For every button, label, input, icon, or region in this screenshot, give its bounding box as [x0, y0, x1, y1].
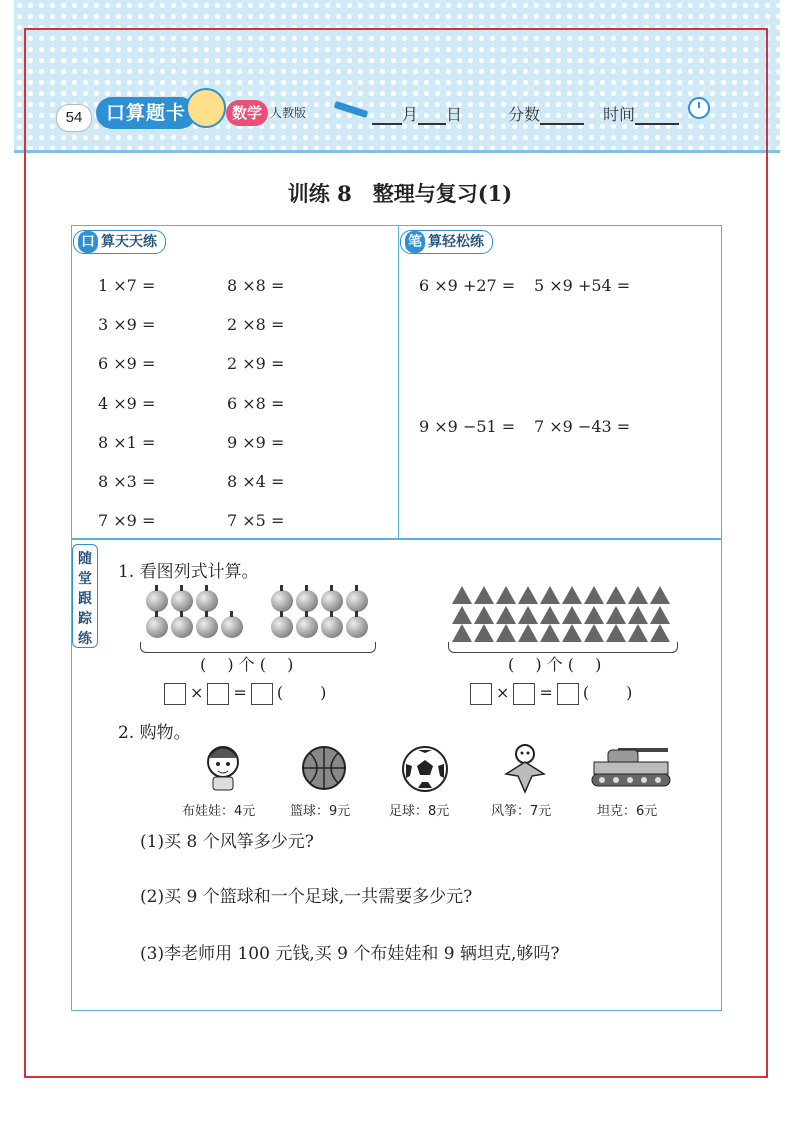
kite-icon: [500, 740, 550, 796]
formula-row: [466, 680, 632, 705]
oral-item: 4 ×9 =: [98, 394, 156, 413]
apple-icon: [171, 590, 193, 612]
score-field: [508, 102, 584, 125]
edition-label: 人教版: [270, 106, 307, 120]
oral-item: 8 ×8 =: [227, 276, 285, 295]
triangle-icon: [496, 624, 516, 642]
score-blank: [540, 123, 584, 125]
triangle-icon: [452, 606, 472, 624]
triangle-icon: [584, 586, 604, 604]
day-label: 日: [446, 105, 463, 124]
time-blank: [635, 123, 679, 125]
price-label: 布娃娃：4元: [182, 804, 256, 819]
times-sign: ×: [496, 683, 510, 702]
football-icon: [400, 744, 450, 794]
apple-icon: [146, 590, 168, 612]
clock-icon: [688, 97, 710, 119]
triangle-icon: [562, 586, 582, 604]
subquestion-3: (3)李老师用 100 元钱,买 9 个布娃娃和 9 辆坦克,够吗?: [140, 944, 560, 964]
brand-logo: 口算题卡: [96, 97, 196, 129]
oral-item: 6 ×8 =: [227, 394, 285, 413]
page-number: 54: [56, 104, 92, 132]
answer-box[interactable]: [251, 683, 273, 705]
written-item: 6 ×9 +27 =: [419, 276, 516, 295]
triangle-icon: [540, 624, 560, 642]
oral-item: 7 ×9 =: [98, 511, 156, 530]
triangle-icon: [474, 624, 494, 642]
apple-icon: [321, 590, 343, 612]
written-tag-text: 算轻松练: [428, 234, 484, 250]
triangle-icon: [496, 606, 516, 624]
triangle-icon: [628, 624, 648, 642]
triangle-icon: [562, 606, 582, 624]
oral-tag-pill: 口: [78, 231, 98, 253]
written-item: 7 ×9 −43 =: [534, 417, 631, 436]
triangle-icon: [606, 606, 626, 624]
triangle-icon: [452, 624, 472, 642]
written-item: 9 ×9 −51 =: [419, 417, 516, 436]
doll-icon: [200, 742, 246, 792]
subject-badge: 数学: [226, 100, 268, 126]
tag-char: 堂: [78, 571, 92, 587]
tag-char: 跟: [78, 591, 92, 607]
equals-sign: =: [233, 683, 247, 702]
written-tag-pill: 笔: [405, 231, 425, 253]
apple-icon: [146, 616, 168, 638]
triangle-icon: [650, 624, 670, 642]
unit-blank: ( ): [276, 683, 327, 702]
oral-item: 8 ×1 =: [98, 433, 156, 452]
month-label: 月: [402, 105, 419, 124]
oral-item: 8 ×3 =: [98, 472, 156, 491]
triangle-icon: [628, 606, 648, 624]
triangle-icon: [606, 624, 626, 642]
apple-icon: [171, 616, 193, 638]
month-blank: [372, 123, 402, 125]
oral-item: 7 ×5 =: [227, 511, 285, 530]
apple-icon: [296, 590, 318, 612]
tank-icon: [588, 742, 674, 790]
date-field: [372, 102, 462, 125]
times-sign: ×: [190, 683, 204, 702]
triangle-icon: [474, 606, 494, 624]
tag-char: 踪: [78, 611, 92, 627]
question-1: 1. 看图列式计算。: [118, 562, 259, 582]
price-label: 风筝：7元: [491, 804, 552, 819]
oral-item: 2 ×9 =: [227, 354, 285, 373]
apple-icon: [196, 590, 218, 612]
triangle-icon: [452, 586, 472, 604]
answer-box[interactable]: [470, 683, 492, 705]
answer-box[interactable]: [557, 683, 579, 705]
triangle-icon: [606, 586, 626, 604]
triangle-icon: [584, 624, 604, 642]
subquestion-2: (2)买 9 个篮球和一个足球,一共需要多少元?: [140, 887, 473, 907]
time-label: 时间: [603, 105, 636, 124]
triangle-icon: [650, 586, 670, 604]
triangle-icon: [562, 624, 582, 642]
triangle-icon: [628, 586, 648, 604]
oral-practice-tag: [73, 230, 166, 254]
group-caption: ( ) 个 ( ): [508, 655, 602, 674]
price-label: 足球：8元: [389, 804, 450, 819]
written-practice-tag: [400, 230, 493, 254]
triangle-icon: [518, 586, 538, 604]
price-label: 篮球：9元: [290, 804, 351, 819]
answer-box[interactable]: [207, 683, 229, 705]
question-2: 2. 购物。: [118, 723, 191, 743]
answer-box[interactable]: [513, 683, 535, 705]
answer-box[interactable]: [164, 683, 186, 705]
oral-tag-text: 算天天练: [101, 234, 157, 250]
oral-item: 9 ×9 =: [227, 433, 285, 452]
triangle-icon: [540, 606, 560, 624]
day-blank: [418, 123, 446, 125]
followup-practice-tag: [72, 544, 98, 648]
score-label: 分数: [508, 105, 541, 124]
apple-icon: [296, 616, 318, 638]
apple-icon: [346, 616, 368, 638]
triangle-icon: [650, 606, 670, 624]
basketball-icon: [300, 744, 348, 792]
subquestion-1: (1)买 8 个风筝多少元?: [140, 832, 314, 852]
triangle-icon: [518, 606, 538, 624]
apple-icon: [346, 590, 368, 612]
oral-practice-box: [71, 225, 399, 540]
tag-char: 练: [78, 631, 92, 647]
unit-blank: ( ): [582, 683, 633, 702]
equals-sign: =: [539, 683, 553, 702]
triangle-icon: [496, 586, 516, 604]
written-item: 5 ×9 +54 =: [534, 276, 631, 295]
mascot-icon: [186, 88, 226, 128]
oral-item: 6 ×9 =: [98, 354, 156, 373]
page-title: 训练 8 整理与复习(1): [287, 181, 513, 206]
triangle-icon: [584, 606, 604, 624]
written-practice-box: [398, 225, 722, 540]
apple-icon: [271, 616, 293, 638]
time-field: [603, 102, 679, 125]
oral-item: 1 ×7 =: [98, 276, 156, 295]
apple-icon: [221, 616, 243, 638]
oral-item: 2 ×8 =: [227, 315, 285, 334]
apple-icon: [196, 616, 218, 638]
apple-icon: [271, 590, 293, 612]
oral-item: 8 ×4 =: [227, 472, 285, 491]
tag-char: 随: [78, 551, 92, 567]
triangle-icon: [474, 586, 494, 604]
triangle-icon: [518, 624, 538, 642]
triangle-icon: [540, 586, 560, 604]
oral-item: 3 ×9 =: [98, 315, 156, 334]
formula-row: [160, 680, 326, 705]
price-label: 坦克：6元: [597, 804, 658, 819]
group-caption: ( ) 个 ( ): [200, 655, 294, 674]
apple-icon: [321, 616, 343, 638]
